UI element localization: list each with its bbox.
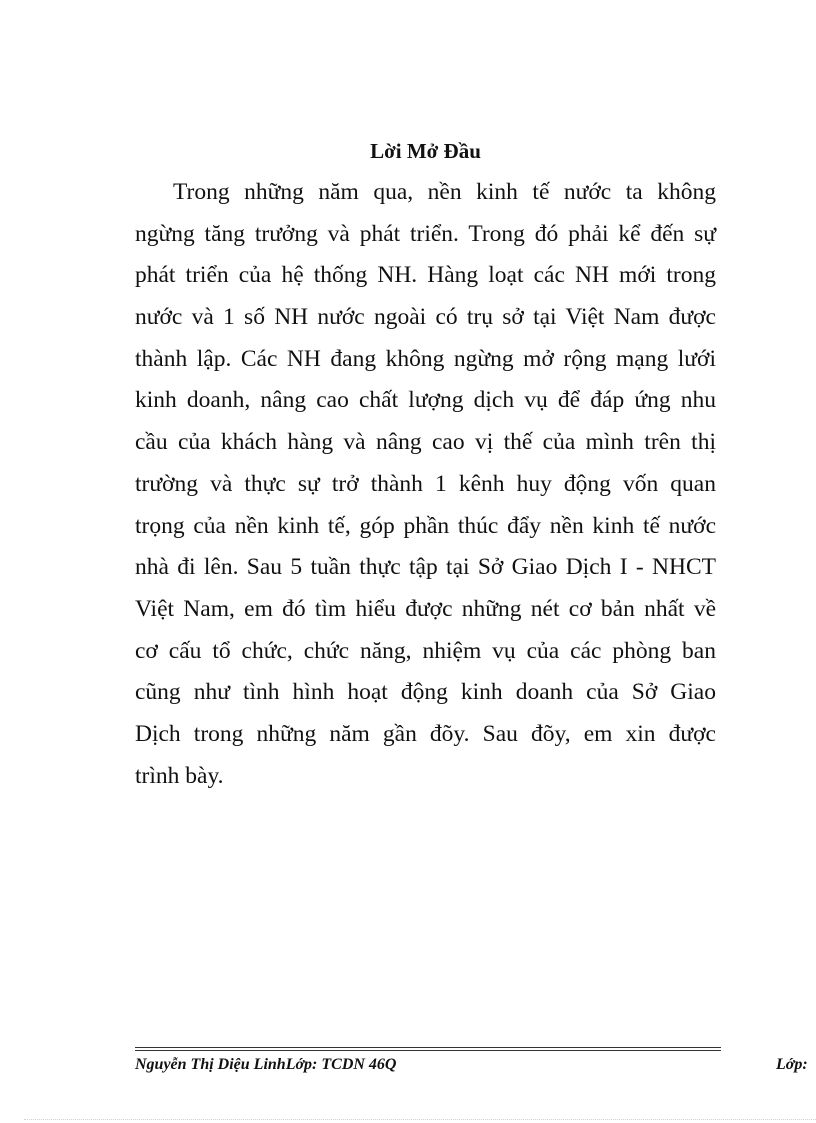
paragraph-line: nước và 1 số NH nước ngoài có trụ sở tại Việt Nam được <box>135 304 716 331</box>
paragraph-line: Dịch trong những năm gần đõy. Sau đõy, em xin được <box>135 720 716 747</box>
paragraph-line: Việt Nam, em đó tìm hiểu được những nét cơ bản nhất về <box>135 595 716 622</box>
paragraph-line: cũng như tình hình hoạt động kinh doanh của Sở Giao <box>135 679 716 706</box>
page-bottom-edge <box>24 1119 816 1120</box>
paragraph-line: cầu của khách hàng và nâng cao vị thế của mình trên thị <box>135 429 716 456</box>
paragraph-line: thành lập. Các NH đang không ngừng mở rộng mạng lưới <box>135 345 716 372</box>
page-title: Lời Mở Đầu <box>370 139 481 163</box>
paragraph-line: nhà đi lên. Sau 5 tuần thực tập tại Sở Giao Dịch I - NHCT <box>135 554 716 581</box>
footer-divider <box>135 1047 721 1051</box>
paragraph-line: trình bày. <box>135 762 224 789</box>
paragraph-line: kinh doanh, nâng cao chất lượng dịch vụ để đáp ứng nhu <box>135 387 716 414</box>
footer-class-label: Lớp: <box>776 1056 808 1073</box>
paragraph-line: ngừng tăng trưởng và phát triển. Trong đó phải kể đến sự <box>135 220 716 247</box>
paragraph-line: cơ cấu tổ chức, chức năng, nhiệm vụ của các phòng ban <box>135 637 716 664</box>
paragraph-line: trường và thực sự trở thành 1 kênh huy động vốn quan <box>135 470 716 497</box>
paragraph-line: phát triển của hệ thống NH. Hàng loạt các NH mới trong <box>135 262 716 289</box>
footer-author-class: Nguyễn Thị Diệu LinhLớp: TCDN 46Q <box>135 1056 397 1073</box>
intro-paragraph <box>135 172 716 797</box>
paragraph-line: Trong những năm qua, nền kinh tế nước ta không <box>173 179 716 205</box>
paragraph-line: trọng của nền kinh tế, góp phần thúc đẩy nền kinh tế nước <box>135 512 716 539</box>
